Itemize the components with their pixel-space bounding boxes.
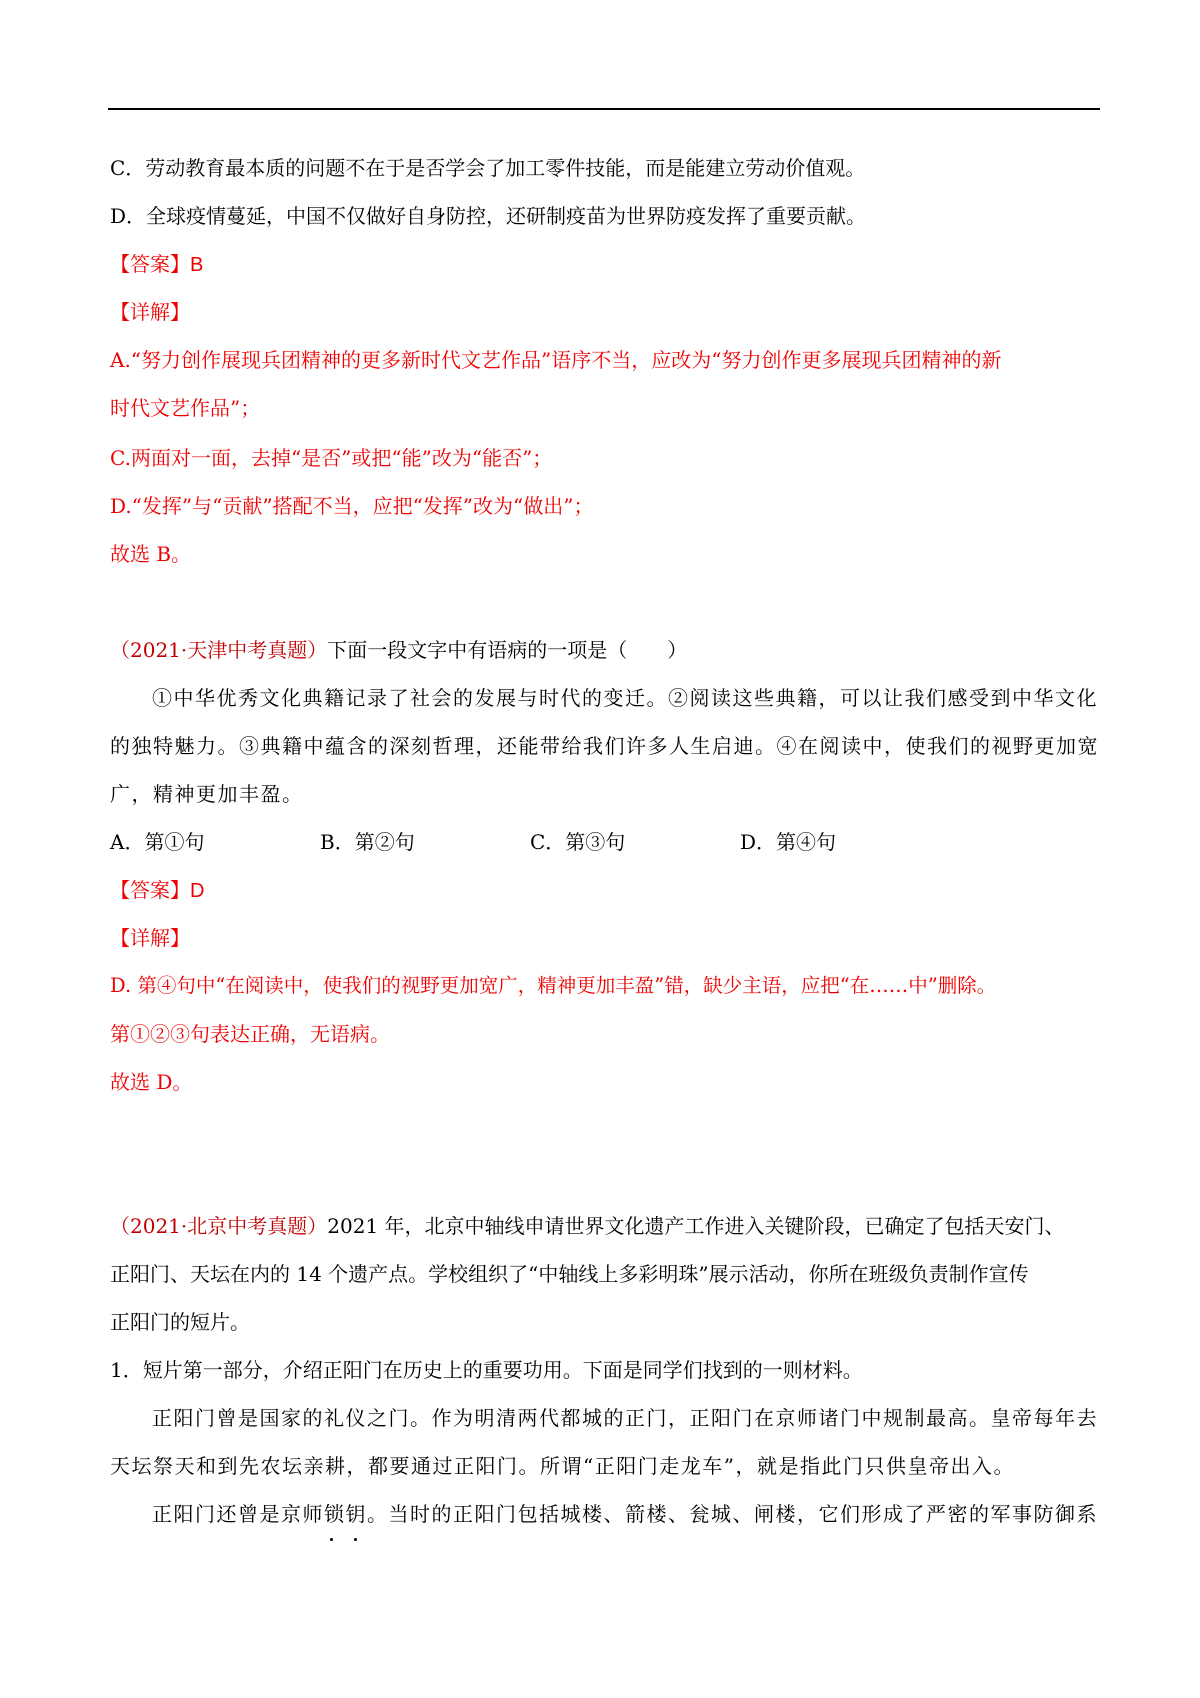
q2-detail-label: 【详解】 xyxy=(110,926,190,950)
emphasis-dot xyxy=(330,1538,333,1541)
q3-stem-line1: 2021 年，北京中轴线申请世界文化遗产工作进入关键阶段，已确定了包括天安门、 xyxy=(327,1214,1065,1238)
q2-answer xyxy=(110,876,204,905)
q1-option-d: D．全球疫情蔓延，中国不仅做好自身防控，还研制疫苗为世界防疫发挥了重要贡献。 xyxy=(110,204,867,228)
q2-conclusion: 故选 D。 xyxy=(110,1070,193,1094)
q3-header xyxy=(110,1212,1065,1240)
q3-material-line2: 天坛祭天和到先农坛亲耕，都要通过正阳门。所谓“正阳门走龙车”，就是指此门只供皇帝出入。 xyxy=(110,1454,1015,1478)
q1-answer xyxy=(110,250,203,279)
emphasis-dot xyxy=(354,1538,357,1541)
q2-detail-line1: D. 第④句中“在阅读中，使我们的视野更加宽广，精神更加丰盈”错，缺少主语，应把“在……中”删除。 xyxy=(110,974,997,997)
q2-options xyxy=(110,828,1010,856)
q3-stem-line2: 正阳门、天坛在内的 14 个遗产点。学校组织了“中轴线上多彩明珠”展示活动，你所在班级负责制作宣传 xyxy=(110,1262,1029,1286)
q2-answer-value: D xyxy=(190,880,205,902)
q3-material-line1: 正阳门曾是国家的礼仪之门。作为明清两代都城的正门，正阳门在京师诸门中规制最高。皇帝每年去 xyxy=(152,1406,1098,1430)
q2-stem: 下面一段文字中有语病的一项是（ ） xyxy=(327,638,688,662)
q2-source: （2021·天津中考真题） xyxy=(110,638,328,662)
q1-detail-d: D.“发挥”与“贡献”搭配不当，应把“发挥”改为“做出”； xyxy=(110,494,594,518)
q2-header xyxy=(110,636,687,664)
header-rule xyxy=(108,108,1100,110)
q1-answer-value: B xyxy=(190,254,204,276)
q2-answer-label: 【答案】 xyxy=(110,878,190,902)
q3-source: （2021·北京中考真题） xyxy=(110,1214,328,1238)
q2-option-b: B．第②句 xyxy=(320,830,415,854)
q2-passage-line1: ①中华优秀文化典籍记录了社会的发展与时代的变迁。②阅读这些典籍，可以让我们感受到中华文化 xyxy=(152,686,1098,710)
q2-option-a: A．第①句 xyxy=(110,830,205,854)
q2-passage-line3: 广，精神更加丰盈。 xyxy=(110,782,304,806)
q1-option-c: C．劳动教育最本质的问题不在于是否学会了加工零件技能，而是能建立劳动价值观。 xyxy=(110,156,866,180)
q2-detail-line2: 第①②③句表达正确，无语病。 xyxy=(110,1022,390,1046)
q3-material-line3: 正阳门还曾是京师锁钥。当时的正阳门包括城楼、箭楼、瓮城、闸楼，它们形成了严密的军事防御系 xyxy=(152,1502,1098,1526)
q2-option-d: D．第④句 xyxy=(740,830,837,854)
q1-detail-label: 【详解】 xyxy=(110,300,190,324)
q2-option-c: C．第③句 xyxy=(530,830,626,854)
q1-conclusion: 故选 B。 xyxy=(110,542,192,566)
q2-passage-line2: 的独特魅力。③典籍中蕴含的深刻哲理，还能带给我们许多人生启迪。④在阅读中，使我们的视野更加宽 xyxy=(110,734,1099,758)
q3-stem-line3: 正阳门的短片。 xyxy=(110,1310,250,1334)
q1-answer-label: 【答案】 xyxy=(110,252,190,276)
q1-detail-a-line2: 时代文艺作品”； xyxy=(110,396,261,420)
q3-subquestion-1: 1．短片第一部分，介绍正阳门在历史上的重要功用。下面是同学们找到的一则材料。 xyxy=(110,1358,863,1382)
q1-detail-a-line1: A.“努力创作展现兵团精神的更多新时代文艺作品”语序不当，应改为“努力创作更多展现兵团精神的新 xyxy=(110,348,1002,372)
q1-detail-c: C.两面对一面，去掉“是否”或把“能”改为“能否”； xyxy=(110,446,553,470)
